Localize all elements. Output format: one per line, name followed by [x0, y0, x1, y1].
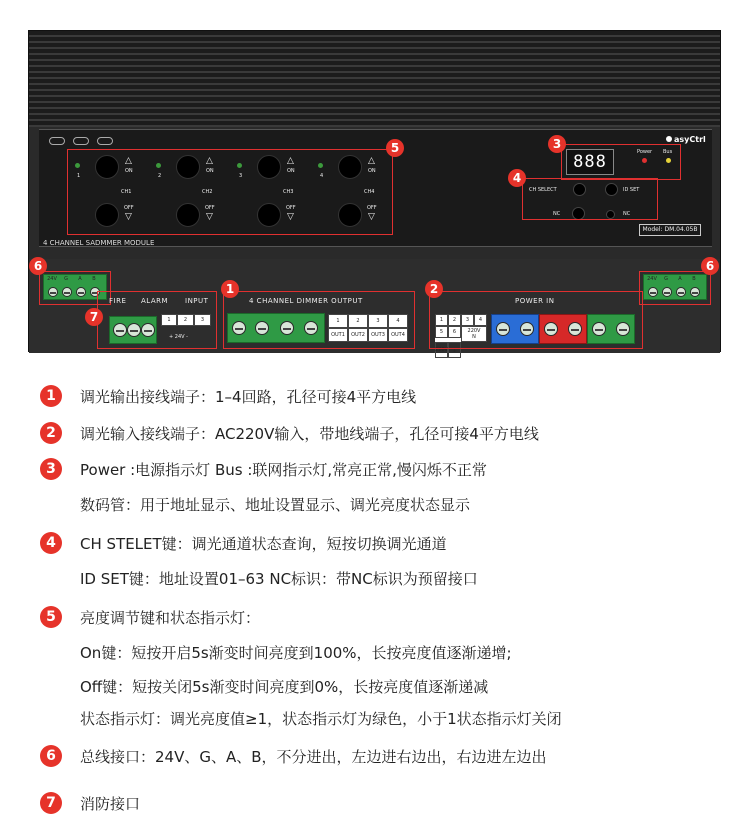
on-label: ON — [125, 168, 133, 174]
bus-24v: 24V — [647, 276, 657, 282]
bus-b: B — [692, 276, 696, 282]
output-pin-3: 3 — [368, 314, 388, 328]
power-pin-6: 6 — [448, 326, 461, 338]
power-in-title: POWER IN — [515, 297, 555, 305]
bus-g: G — [64, 276, 68, 282]
desc-text-3b: 数码管：用于地址显示、地址设置显示、调光亮度状态显示 — [80, 496, 471, 514]
channel-name: CH2 — [202, 189, 213, 195]
down-arrow-icon: ▽ — [206, 212, 213, 222]
output-label-3: OUT3 — [368, 328, 388, 342]
callout-1: 1 — [221, 280, 239, 298]
nc-label-1: NC — [553, 211, 561, 217]
power-pin-4: 4 — [474, 314, 487, 326]
callout-2: 2 — [425, 280, 443, 298]
ch-select-label: CH SELECT — [529, 187, 557, 193]
off-label: OFF — [286, 205, 296, 211]
up-arrow-icon: △ — [125, 156, 132, 166]
power-pin-1: 1 — [435, 314, 448, 326]
output-label-1: OUT1 — [328, 328, 348, 342]
power-label: Power — [637, 149, 653, 155]
model-label: Model: DM.04.05B — [639, 224, 701, 236]
nc-label-2: NC — [623, 211, 631, 217]
highlight-box-6-right — [639, 271, 711, 305]
on-label: ON — [287, 168, 295, 174]
desc-number-4: 4 — [40, 532, 62, 554]
desc-text-7: 消防接口 — [80, 795, 141, 813]
power-pin-5: 5 — [435, 326, 448, 338]
bus-b: B — [92, 276, 96, 282]
callout-6-left: 6 — [29, 257, 47, 275]
channel-number: 4 — [320, 173, 324, 179]
output-pin-4: 4 — [388, 314, 408, 328]
off-label: OFF — [205, 205, 215, 211]
callout-7: 7 — [85, 308, 103, 326]
certification-logos — [49, 137, 113, 145]
vent-grille — [29, 31, 720, 127]
bus-a: A — [678, 276, 682, 282]
highlight-box-2 — [429, 291, 643, 349]
bus-label: Bus — [663, 149, 673, 155]
highlight-box-1 — [223, 291, 415, 349]
output-pin-1: 1 — [328, 314, 348, 328]
id-set-label: ID SET — [623, 187, 640, 193]
desc-number-2: 2 — [40, 422, 62, 444]
bus-g: G — [664, 276, 668, 282]
desc-text-5: 亮度调节键和状态指示灯： — [80, 609, 261, 627]
callout-4: 4 — [508, 169, 526, 187]
input-label: INPUT — [185, 297, 209, 305]
brand-logo — [666, 135, 706, 144]
output-title: 4 CHANNEL DIMMER OUTPUT — [249, 297, 363, 305]
on-label: ON — [206, 168, 214, 174]
callout-5: 5 — [386, 139, 404, 157]
desc-text-5c: Off键：短按关闭5s渐变时间亮度到0%，长按亮度值逐渐递减 — [80, 678, 489, 696]
channel-number: 2 — [158, 173, 162, 179]
fire-label: FIRE — [109, 297, 127, 305]
channel-name: CH3 — [283, 189, 294, 195]
desc-text-1: 调光输出接线端子：1–4回路，孔径可接4平方电线 — [80, 388, 417, 406]
cert-logo-1 — [49, 137, 65, 145]
desc-number-1: 1 — [40, 385, 62, 407]
cert-logo-3 — [97, 137, 113, 145]
highlight-box-4 — [522, 178, 658, 220]
on-label: ON — [368, 168, 376, 174]
off-label: OFF — [124, 205, 134, 211]
down-arrow-icon: ▽ — [125, 212, 132, 222]
channel-name: CH4 — [364, 189, 375, 195]
cert-logo-2 — [73, 137, 89, 145]
input-pin-1: 1 — [161, 314, 177, 326]
desc-text-2: 调光输入接线端子：AC220V输入，带地线端子，孔径可接4平方电线 — [80, 425, 539, 443]
desc-number-7: 7 — [40, 792, 62, 814]
desc-text-4b: ID SET键：地址设置01–63 NC标识：带NC标识为预留接口 — [80, 570, 478, 588]
segment-display: 888 — [566, 149, 614, 175]
down-arrow-icon: ▽ — [368, 212, 375, 222]
channel-number: 3 — [239, 173, 243, 179]
power-pin-3: 3 — [461, 314, 474, 326]
off-label: OFF — [367, 205, 377, 211]
channel-number: 1 — [77, 173, 81, 179]
desc-text-5d: 状态指示灯：调光亮度值≥1，状态指示灯为绿色，小于1状态指示灯关闭 — [80, 710, 562, 728]
alarm-label: ALARM — [141, 297, 169, 305]
dimmer-module-device — [28, 30, 721, 352]
output-label-4: OUT4 — [388, 328, 408, 342]
input-pin-3: 3 — [194, 314, 211, 326]
input-note: + 24V - — [169, 334, 188, 340]
bus-24v: 24V — [47, 276, 57, 282]
callout-6-right: 6 — [701, 257, 719, 275]
bus-a: A — [78, 276, 82, 282]
desc-number-3: 3 — [40, 458, 62, 480]
desc-text-3: Power :电源指示灯 Bus :联网指示灯,常亮正常,慢闪烁不正常 — [80, 461, 487, 479]
power-v1-label: 220V — [467, 328, 481, 334]
desc-number-6: 6 — [40, 745, 62, 767]
output-pin-2: 2 — [348, 314, 368, 328]
highlight-box-5 — [67, 149, 393, 235]
callout-3: 3 — [548, 135, 566, 153]
power-v2-label: 220V — [435, 342, 448, 358]
up-arrow-icon: △ — [206, 156, 213, 166]
highlight-box-3 — [561, 144, 681, 180]
ground-icon: ⏚ — [448, 342, 461, 358]
desc-text-4: CH STELET键：调光通道状态查询，短按切换调光通道 — [80, 535, 447, 553]
module-name-label: 4 CHANNEL SADMMER MODULE — [43, 239, 155, 247]
down-arrow-icon: ▽ — [287, 212, 294, 222]
up-arrow-icon: △ — [368, 156, 375, 166]
desc-text-6: 总线接口：24V、G、A、B，不分进出，左边进右边出，右边进左边出 — [80, 748, 547, 766]
power-pin-2: 2 — [448, 314, 461, 326]
highlight-box-7 — [97, 291, 217, 349]
power-n-label: N — [472, 334, 476, 340]
input-pin-2: 2 — [177, 314, 194, 326]
desc-text-5b: On键：短按开启5s渐变时间亮度到100%，长按亮度值逐渐递增; — [80, 644, 512, 662]
brand-text: asyCtrl — [674, 135, 706, 144]
desc-number-5: 5 — [40, 606, 62, 628]
brand-icon — [666, 136, 672, 142]
up-arrow-icon: △ — [287, 156, 294, 166]
channel-name: CH1 — [121, 189, 132, 195]
output-label-2: OUT2 — [348, 328, 368, 342]
